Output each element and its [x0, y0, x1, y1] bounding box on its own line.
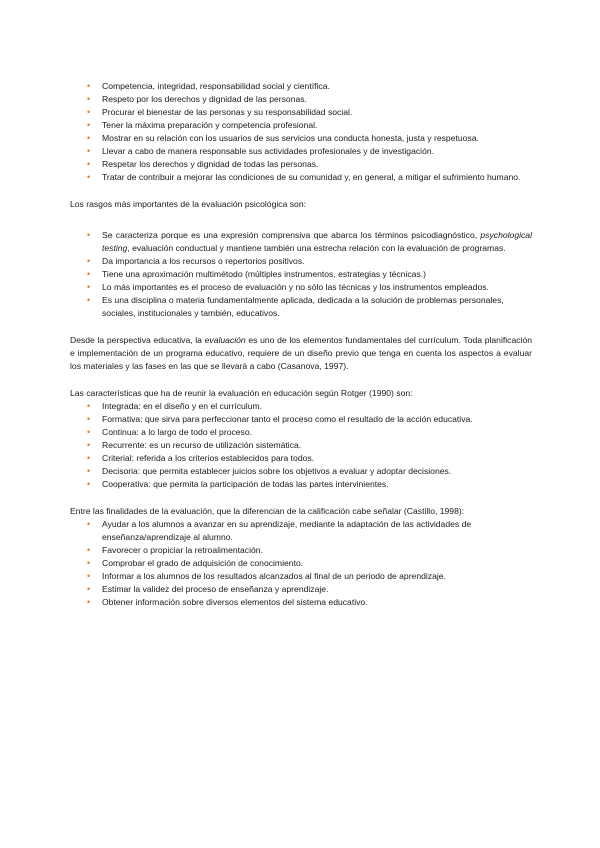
bullet-icon: •	[87, 466, 91, 476]
list-item: • Competencia, integridad, responsabilidad social y científica.	[87, 81, 330, 91]
list-item: • Respetar los derechos y dignidad de todas las personas.	[87, 159, 319, 169]
bullet-icon: •	[87, 479, 91, 489]
bullet-icon: •	[87, 558, 91, 568]
list-item: • Ayudar a los alumnos a avanzar en su aprendizaje, mediante la adaptación de las actividades de enseñanza/aprendizaje al alumno.	[87, 519, 472, 542]
rotger-characteristics-intro: Las características que ha de reunir la evaluación en educación según Rotger (1990) son:	[70, 388, 413, 398]
castillo-purposes-intro: Entre las finalidades de la evaluación, que la diferencian de la calificación cabe señalar (Castillo, 1998):	[70, 506, 465, 516]
bullet-icon: •	[87, 81, 91, 91]
ethics-principles-list	[70, 80, 532, 184]
document-body	[70, 80, 532, 609]
list-item: • Recurrente: es un recurso de utilización sistemática.	[87, 440, 302, 450]
bullet-icon: •	[87, 440, 91, 450]
list-item: • Llevar a cabo de manera responsable sus actividades profesionales y de investigación.	[87, 146, 435, 156]
list-item: • Se caracteriza porque es una expresión comprensiva que abarca los términos psicodiagnóstico, psychological testing, evaluación conductual y mantiene también una estrecha relación con la evaluación de programas.	[87, 230, 532, 253]
list-item: • Tratar de contribuir a mejorar las condiciones de su comunidad y, en general, a mitigar el sufrimiento humano.	[87, 172, 521, 182]
psychological-traits-intro: Los rasgos más importantes de la evaluación psicológica son:	[70, 199, 306, 209]
list-item: • Lo más importantes es el proceso de evaluación y no sólo las técnicas y los instrumentos empleados.	[87, 282, 489, 292]
bullet-icon: •	[87, 146, 91, 156]
bullet-icon: •	[87, 107, 91, 117]
list-item: • Integrada: en el diseño y en el currículum.	[87, 401, 263, 411]
list-item: • Es una disciplina o materia fundamentalmente aplicada, dedicada a la solución de problemas personales, sociales, institucionales y también, educativos.	[87, 295, 504, 318]
educational-perspective-paragraph: Desde la perspectiva educativa, la evaluación es uno de los elementos fundamentales del currículum. Toda planificación e implementación de un programa educativo, requiere de un diseño previo que tenga en cuenta los aspectos a evaluar los materiales y las fases en las que se llevará a cabo (Casanova, 1997).	[70, 335, 532, 371]
list-item: • Obtener información sobre diversos elementos del sistema educativo.	[87, 597, 368, 607]
bullet-icon: •	[87, 256, 91, 266]
list-item: • Decisoria: que permita establecer juicios sobre los objetivos a evaluar y adoptar decisiones.	[87, 466, 452, 476]
list-item: • Cooperativa: que permita la participación de todas las partes intervinientes.	[87, 479, 389, 489]
list-item: • Favorecer o propiciar la retroalimentación.	[87, 545, 263, 555]
bullet-icon: •	[87, 453, 91, 463]
list-item: • Criterial: referida a los criterios establecidos para todos.	[87, 453, 315, 463]
bullet-icon: •	[87, 159, 91, 169]
list-item: • Mostrar en su relación con los usuarios de sus servicios una conducta honesta, justa y respetuosa.	[87, 133, 479, 143]
psychological-traits-list	[70, 229, 532, 320]
list-item: • Tener la máxima preparación y competencia profesional.	[87, 120, 318, 130]
list-item: • Tiene una aproximación multimétodo (múltiples instrumentos, estrategias y técnicas.)	[87, 269, 426, 279]
evaluation-purposes-list	[70, 518, 532, 609]
list-item: • Formativa: que sirva para perfeccionar tanto el proceso como el resultado de la acción educativa.	[87, 414, 473, 424]
list-item: • Estimar la validez del proceso de enseñanza y aprendizaje.	[87, 584, 329, 594]
bullet-icon: •	[87, 295, 91, 305]
list-item: • Procurar el bienestar de las personas y su responsabilidad social.	[87, 107, 353, 117]
list-item: • Respeto por los derechos y dignidad de las personas.	[87, 94, 307, 104]
bullet-icon: •	[87, 94, 91, 104]
bullet-icon: •	[87, 172, 91, 182]
list-item: • Comprobar el grado de adquisición de conocimiento.	[87, 558, 304, 568]
bullet-icon: •	[87, 120, 91, 130]
bullet-icon: •	[87, 571, 91, 581]
evaluation-characteristics-list	[70, 400, 532, 491]
list-item: • Informar a los alumnos de los resultados alcanzados al final de un periodo de aprendizaje.	[87, 571, 446, 581]
bullet-icon: •	[87, 427, 91, 437]
list-item: • Continua: a lo largo de todo el proceso.	[87, 427, 253, 437]
bullet-icon: •	[87, 401, 91, 411]
bullet-icon: •	[87, 519, 91, 529]
bullet-icon: •	[87, 584, 91, 594]
list-item: • Da importancia a los recursos o repertorios positivos.	[87, 256, 305, 266]
bullet-icon: •	[87, 133, 91, 143]
bullet-icon: •	[87, 282, 91, 292]
bullet-icon: •	[87, 597, 91, 607]
bullet-icon: •	[87, 230, 91, 240]
bullet-icon: •	[87, 414, 91, 424]
bullet-icon: •	[87, 545, 91, 555]
bullet-icon: •	[87, 269, 91, 279]
